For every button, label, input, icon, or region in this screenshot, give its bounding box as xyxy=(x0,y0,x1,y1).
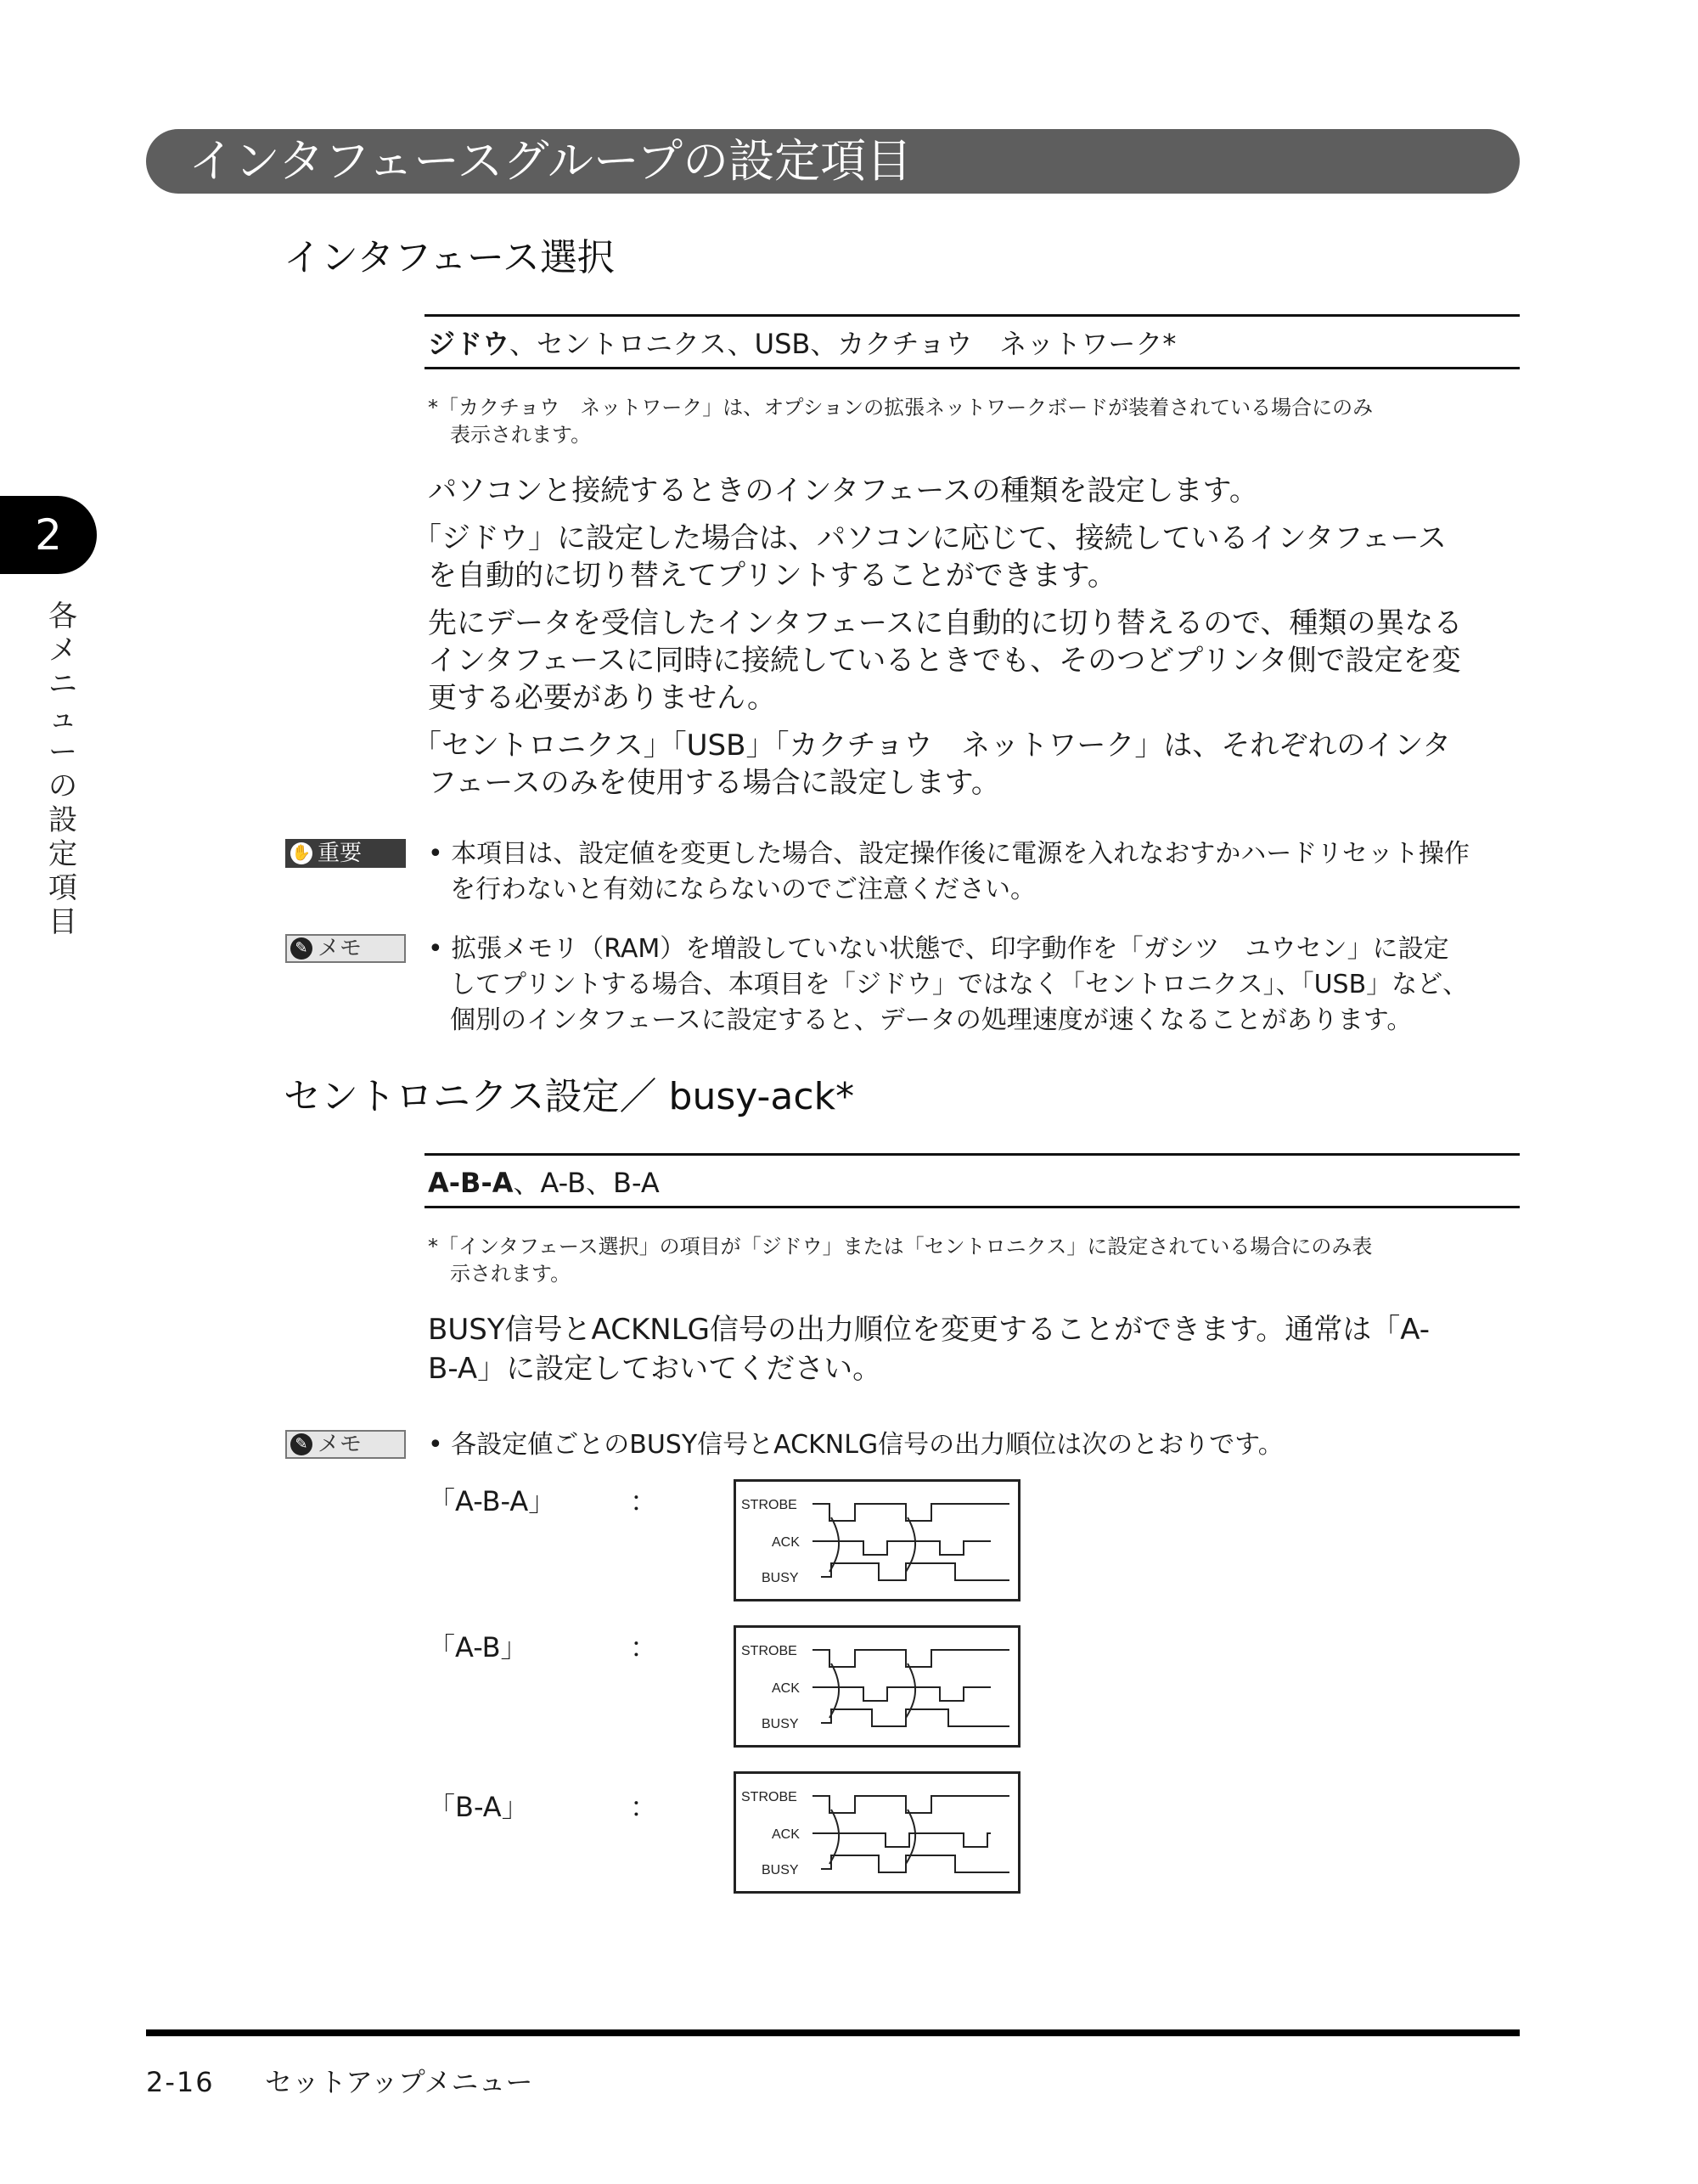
important-text: 本項目は、設定値を変更した場合、設定操作後に電源を入れなおすかハードリセット操作 xyxy=(451,839,1470,869)
section-heading-interface-select: インタフェース選択 xyxy=(284,236,615,279)
memo-label: メモ xyxy=(318,936,363,961)
important-note-cont: を行わないと有効にならないのでご注意ください。 xyxy=(450,875,1036,904)
footer-rule xyxy=(146,2029,1520,2036)
signal-label-busy: BUSY xyxy=(762,1717,799,1731)
paragraph: 「ジドウ」に設定した場合は、パソコンに応じて、接続しているインタフェース xyxy=(413,521,1447,555)
paragraph: フェースのみを使用する場合に設定します。 xyxy=(428,766,1000,800)
timing-diagram-ab xyxy=(734,1625,1020,1748)
timing-diagram-ba xyxy=(734,1771,1020,1894)
footer-section-name: セットアップメニュー xyxy=(265,2066,533,2098)
timing-label-ba: 「B-A」 xyxy=(428,1791,529,1823)
signal-label-ack: ACK xyxy=(772,1827,800,1842)
signal-label-ack: ACK xyxy=(772,1535,800,1550)
signal-label-strobe: STROBE xyxy=(741,1498,797,1512)
pencil-icon: ✎ xyxy=(290,1433,312,1455)
paragraph: を自動的に切り替えてプリントすることができます。 xyxy=(428,559,1116,593)
memo-badge xyxy=(285,1430,406,1459)
memo-badge xyxy=(285,934,406,963)
values-top-rule xyxy=(424,314,1520,317)
values-bottom-rule xyxy=(424,367,1520,369)
important-badge xyxy=(285,839,406,868)
memo-note: • 拡張メモリ（RAM）を増設していない状態で、印字動作を「ガシツ ユウセン」に設定 xyxy=(428,934,1449,964)
important-note: • 本項目は、設定値を変更した場合、設定操作後に電源を入れなおすかハードリセット操作 xyxy=(428,839,1470,869)
setting-values xyxy=(428,324,1176,363)
default-value: ジドウ xyxy=(428,328,510,360)
paragraph: インタフェースに同時に接続しているときでも、そのつどプリンタ側で設定を変 xyxy=(428,644,1461,678)
paragraph: パソコンと接続するときのインタフェースの種類を設定します。 xyxy=(428,474,1258,508)
memo-note-cont: してプリントする場合、本項目を「ジドウ」ではなく「セントロニクス」、「USB」など、 xyxy=(450,970,1469,999)
paragraph: BUSY信号とACKNLG信号の出力順位を変更することができます。通常は「A- xyxy=(428,1313,1431,1347)
chapter-title-vertical: 各 メ ニ ュ ー の 設 定 項 目 xyxy=(48,599,77,939)
memo-label: メモ xyxy=(318,1432,363,1457)
memo-text: 拡張メモリ（RAM）を増設していない状態で、印字動作を「ガシツ ユウセン」に設定 xyxy=(451,934,1449,964)
page-number: 2-16 xyxy=(146,2066,215,2098)
signal-label-strobe: STROBE xyxy=(741,1644,797,1658)
timing-colon: ： xyxy=(630,1631,658,1663)
other-values: 、セントロニクス、USB、カクチョウ ネットワーク* xyxy=(509,328,1177,360)
values-bottom-rule xyxy=(424,1206,1520,1208)
memo-note: • 各設定値ごとのBUSY信号とACKNLG信号の出力順位は次のとおりです。 xyxy=(428,1430,1284,1460)
paragraph: 先にデータを受信したインタフェースに自動的に切り替えるので、種類の異なる xyxy=(428,606,1463,640)
paragraph: 「セントロニクス」「USB」「カクチョウ ネットワーク」は、それぞれのインタ xyxy=(413,729,1452,763)
signal-label-ack: ACK xyxy=(772,1681,800,1696)
page-title: インタフェースグループの設定項目 xyxy=(188,134,913,188)
footnote-cont: 表示されます。 xyxy=(450,423,592,447)
timing-diagram-aba xyxy=(734,1479,1020,1601)
values-top-rule xyxy=(424,1153,1520,1156)
setting-values xyxy=(428,1163,660,1202)
hand-stop-icon: ✋ xyxy=(290,842,312,864)
signal-label-strobe: STROBE xyxy=(741,1790,797,1804)
other-values: 、A-B、B-A xyxy=(513,1167,660,1199)
timing-colon: ： xyxy=(630,1791,658,1823)
important-label: 重要 xyxy=(318,841,363,866)
timing-colon: ： xyxy=(630,1485,658,1517)
footnote: *「カクチョウ ネットワーク」は、オプションの拡張ネットワークボードが装着されている場合にのみ xyxy=(428,396,1374,419)
chapter-number: 2 xyxy=(35,510,62,560)
memo-text: 各設定値ごとのBUSY信号とACKNLG信号の出力順位は次のとおりです。 xyxy=(451,1430,1284,1460)
section-heading-centronics: セントロニクス設定／ busy-ack* xyxy=(284,1075,855,1118)
footnote-cont: 示されます。 xyxy=(450,1262,571,1286)
signal-label-busy: BUSY xyxy=(762,1571,799,1585)
paragraph: 更する必要がありません。 xyxy=(428,681,777,715)
signal-label-busy: BUSY xyxy=(762,1863,799,1877)
memo-note-cont: 個別のインタフェースに設定すると、データの処理速度が速くなることがあります。 xyxy=(450,1005,1413,1035)
paragraph: B-A」に設定しておいてください。 xyxy=(428,1352,882,1386)
timing-label-ab: 「A-B」 xyxy=(428,1631,528,1663)
pencil-icon: ✎ xyxy=(290,937,312,960)
footnote: *「インタフェース選択」の項目が「ジドウ」または「セントロニクス」に設定されている場合にのみ表 xyxy=(428,1235,1373,1258)
timing-label-aba: 「A-B-A」 xyxy=(428,1485,556,1517)
default-value: A-B-A xyxy=(428,1167,514,1199)
